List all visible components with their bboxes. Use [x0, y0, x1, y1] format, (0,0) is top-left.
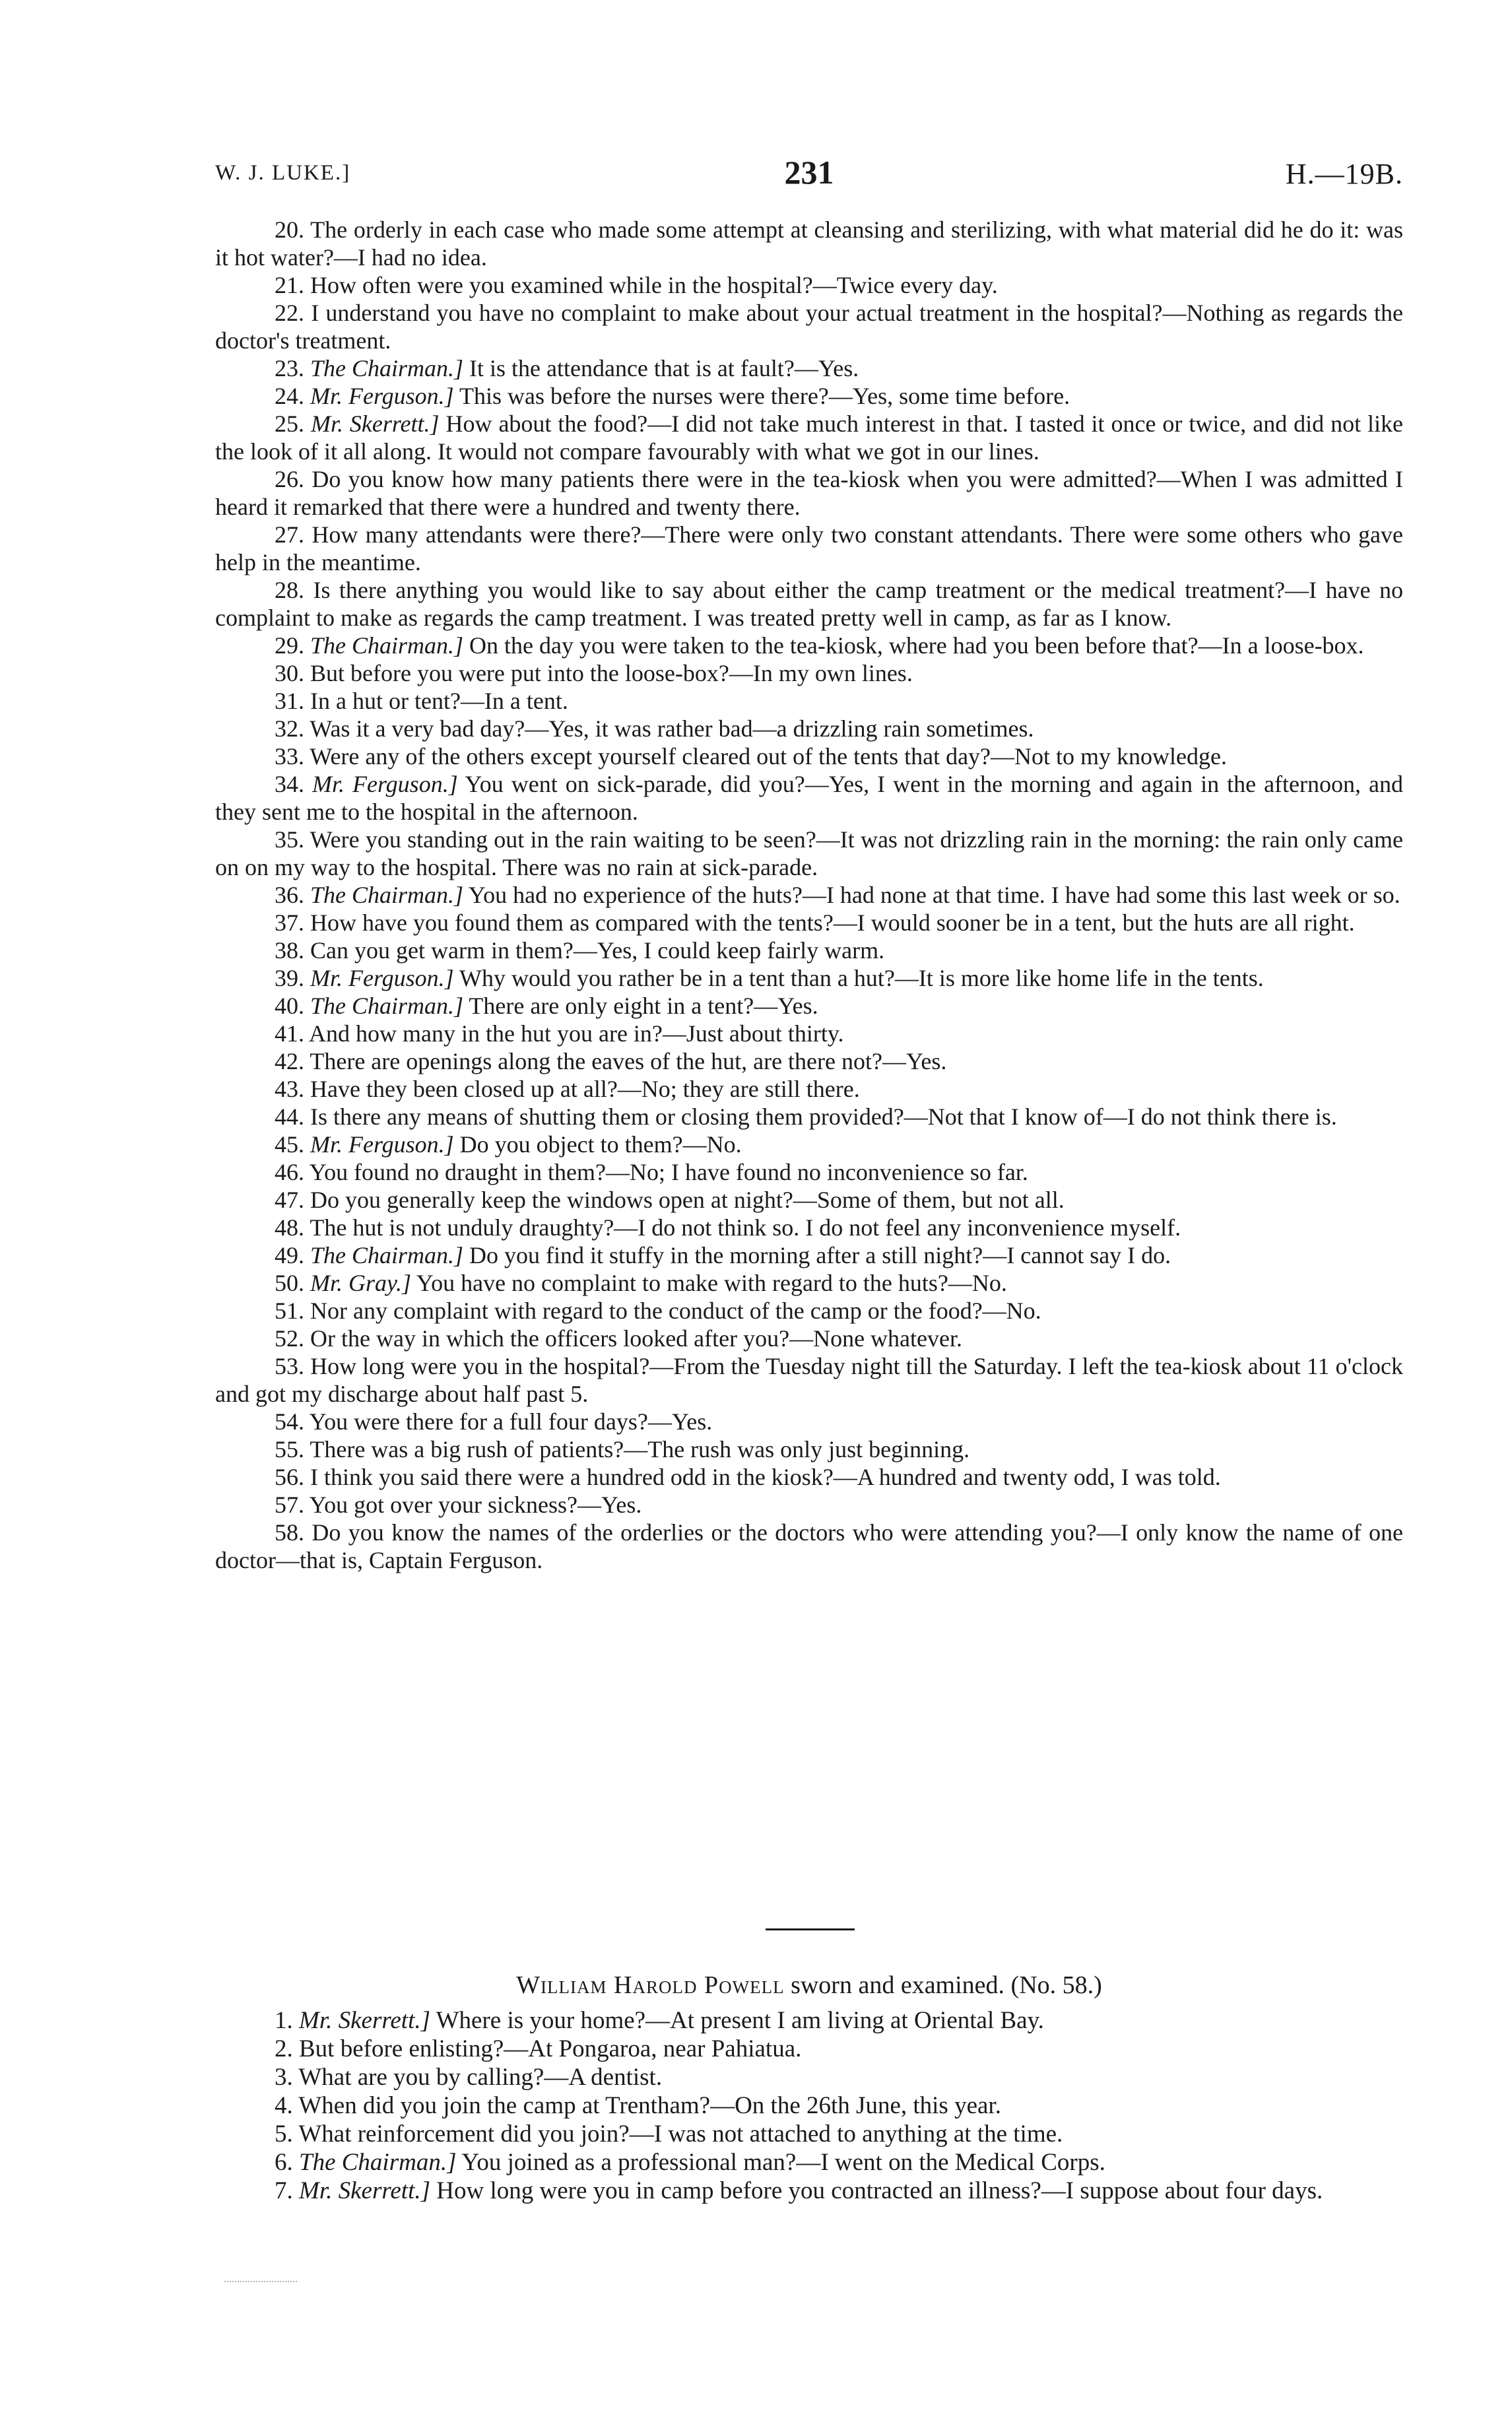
testimony-paragraph: [215, 1325, 1403, 1352]
speaker-label: Mr. Skerrett.]: [299, 2177, 431, 2204]
question-number: 25.: [275, 411, 304, 437]
question-number: 2.: [275, 2035, 293, 2062]
testimony-paragraph: [215, 1047, 1403, 1075]
witness-heading: [215, 1971, 1403, 2000]
question-number: 28.: [275, 577, 304, 603]
question-number: 44.: [275, 1103, 304, 1130]
question-number: 34.: [275, 771, 304, 797]
testimony-paragraph: [215, 2148, 1403, 2177]
question-number: 31.: [275, 688, 304, 714]
question-answer-text: Nor any complaint with regard to the conduct of the camp or the food?—No.: [310, 1298, 1041, 1324]
testimony-paragraph: [215, 2035, 1403, 2063]
speaker-label: Mr. Skerrett.]: [310, 411, 440, 437]
question-number: 48.: [275, 1214, 304, 1241]
question-answer-text: How have you found them as compared with the tents?—I would sooner be in a tent, but the huts are all right.: [310, 909, 1355, 936]
speaker-label: Mr. Ferguson.]: [310, 1131, 454, 1158]
testimony-paragraph: [215, 410, 1403, 465]
question-answer-text: There are openings along the eaves of the hut, are there not?—Yes.: [310, 1048, 947, 1074]
question-number: 55.: [275, 1436, 304, 1462]
question-number: 20.: [275, 216, 304, 243]
testimony-paragraph: [215, 1435, 1403, 1463]
question-number: 45.: [275, 1131, 304, 1158]
question-answer-text: You had no experience of the huts?—I had none at that time. I have had some this last week or so.: [468, 882, 1400, 908]
question-answer-text: Or the way in which the officers looked after you?—None whatever.: [310, 1325, 962, 1352]
question-answer-text: How about the food?—I did not take much interest in that. I tasted it once or twice, and did not like the look of it all along. It would not compare favourably with what we got in our lines.: [215, 411, 1404, 465]
question-number: 38.: [275, 937, 304, 964]
question-number: 47.: [275, 1187, 304, 1213]
question-answer-text: I understand you have no complaint to make about your actual treatment in the hospital?—Nothing as regards the doctor's treatment.: [215, 300, 1404, 354]
question-number: 29.: [275, 632, 304, 659]
section-divider: [766, 1928, 855, 1930]
testimony-paragraph: [215, 1131, 1403, 1158]
question-number: 24.: [275, 383, 304, 409]
question-number: 33.: [275, 743, 304, 770]
question-number: 39.: [275, 965, 304, 991]
testimony-paragraph: [215, 1352, 1403, 1408]
testimony-paragraph: [215, 1269, 1403, 1297]
question-answer-text: I think you said there were a hundred odd in the kiosk?—A hundred and twenty odd, I was told.: [310, 1464, 1221, 1490]
question-number: 52.: [275, 1325, 304, 1352]
speaker-label: The Chairman.]: [310, 993, 464, 1019]
question-answer-text: How long were you in camp before you contracted an illness?—I suppose about four days.: [436, 2177, 1323, 2204]
header-witness: W. J. LUKE.]: [215, 161, 351, 185]
speaker-label: Mr. Ferguson.]: [310, 965, 454, 991]
question-number: 42.: [275, 1048, 304, 1074]
speaker-label: The Chairman.]: [310, 355, 464, 381]
question-answer-text: There are only eight in a tent?—Yes.: [469, 993, 818, 1019]
testimony-paragraph: [215, 382, 1403, 410]
question-number: 57.: [275, 1492, 304, 1518]
question-number: 35.: [275, 826, 304, 853]
question-answer-text: But before you were put into the loose-box?—In my own lines.: [310, 660, 913, 686]
question-number: 4.: [275, 2092, 293, 2119]
page-header: [215, 153, 1403, 193]
question-number: 21.: [275, 272, 304, 298]
question-number: 51.: [275, 1298, 304, 1324]
question-number: 36.: [275, 882, 304, 908]
question-answer-text: When did you join the camp at Trentham?—On the 26th June, this year.: [298, 2092, 1001, 2119]
testimony-paragraph: [215, 2091, 1403, 2120]
question-answer-text: Is there any means of shutting them or closing them provided?—Not that I know of—I do not think there is.: [310, 1103, 1337, 1130]
question-answer-text: There was a big rush of patients?—The rush was only just beginning.: [310, 1436, 970, 1462]
question-number: 6.: [275, 2149, 293, 2176]
question-number: 49.: [275, 1242, 304, 1268]
question-number: 32.: [275, 715, 304, 742]
question-number: 58.: [275, 1519, 304, 1546]
question-number: 7.: [275, 2177, 293, 2204]
question-answer-text: You found no draught in them?—No; I have found no inconvenience so far.: [309, 1159, 1028, 1185]
question-answer-text: It is the attendance that is at fault?—Yes.: [469, 355, 859, 381]
testimony-paragraph: [215, 299, 1403, 354]
testimony-paragraph: [215, 1463, 1403, 1491]
question-number: 37.: [275, 909, 304, 936]
testimony-paragraph: [215, 770, 1403, 826]
testimony-paragraph: [215, 1103, 1403, 1131]
speaker-label: The Chairman.]: [310, 1242, 464, 1268]
question-number: 23.: [275, 355, 304, 381]
testimony-paragraph: [215, 881, 1403, 909]
question-answer-text: Were any of the others except yourself cleared out of the tents that day?—Not to my knowledge.: [310, 743, 1227, 770]
question-answer-text: The hut is not unduly draughty?—I do not think so. I do not feel any inconvenience myself.: [310, 1214, 1181, 1241]
question-number: 5.: [275, 2120, 293, 2148]
testimony-paragraph: [215, 271, 1403, 299]
question-number: 1.: [275, 2007, 293, 2034]
testimony-paragraph: [215, 909, 1403, 937]
speaker-label: Mr. Gray.]: [310, 1270, 412, 1296]
question-answer-text: Do you know how many patients there were in the tea-kiosk when you were admitted?—When I was admitted I heard it remarked that there were a hundred and twenty there.: [215, 466, 1403, 520]
question-answer-text: In a hut or tent?—In a tent.: [310, 688, 568, 714]
question-answer-text: On the day you were taken to the tea-kiosk, where had you been before that?—In a loose-box.: [469, 632, 1364, 659]
testimony-paragraph: [215, 687, 1403, 715]
question-answer-text: Do you know the names of the orderlies or the doctors who were attending you?—I only know the name of one doctor—that is, Captain Ferguson.: [215, 1519, 1403, 1573]
testimony-paragraph: [215, 1408, 1403, 1435]
question-answer-text: But before enlisting?—At Pongaroa, near Pahiatua.: [299, 2035, 802, 2062]
question-number: 41.: [275, 1020, 304, 1047]
question-answer-text: Do you object to them?—No.: [459, 1131, 742, 1158]
question-answer-text: This was before the nurses were there?—Yes, some time before.: [459, 383, 1070, 409]
question-number: 53.: [275, 1353, 304, 1379]
testimony-paragraph: [215, 1158, 1403, 1186]
speaker-label: Mr. Ferguson.]: [310, 383, 454, 409]
testimony-paragraph: [215, 964, 1403, 992]
question-number: 22.: [275, 300, 304, 326]
witness-heading-rest: sworn and examined. (No. 58.): [791, 1971, 1102, 1999]
testimony-paragraph: [215, 2063, 1403, 2091]
question-answer-text: You have no complaint to make with regard to the huts?—No.: [416, 1270, 1007, 1296]
witness-name: William Harold Powell: [516, 1971, 785, 1999]
testimony-paragraph: [215, 354, 1403, 382]
question-answer-text: What are you by calling?—A dentist.: [298, 2064, 663, 2091]
question-answer-text: What reinforcement did you join?—I was not attached to anything at the time.: [298, 2120, 1063, 2148]
question-number: 54.: [275, 1408, 304, 1435]
testimony-paragraph: [215, 715, 1403, 742]
luke-testimony: [215, 216, 1403, 1574]
speaker-label: Mr. Ferguson.]: [312, 771, 458, 797]
question-answer-text: You joined as a professional man?—I went on the Medical Corps.: [461, 2149, 1105, 2176]
question-number: 56.: [275, 1464, 304, 1490]
testimony-paragraph: [215, 1519, 1403, 1574]
testimony-paragraph: [215, 632, 1403, 659]
question-answer-text: Were you standing out in the rain waiting to be seen?—It was not drizzling rain in the morning: the rain only came on on my way to the hospital. There was no rain at sick-parade.: [215, 826, 1403, 880]
question-answer-text: How long were you in the hospital?—From the Tuesday night till the Saturday. I left the tea-kiosk about 11 o'clock and got my discharge about half past 5.: [215, 1353, 1403, 1407]
testimony-paragraph: [215, 216, 1403, 271]
question-answer-text: How often were you examined while in the hospital?—Twice every day.: [310, 272, 998, 298]
question-answer-text: Was it a very bad day?—Yes, it was rather bad—a drizzling rain sometimes.: [310, 715, 1034, 742]
testimony-paragraph: [215, 576, 1403, 632]
speaker-label: The Chairman.]: [310, 632, 464, 659]
question-number: 27.: [275, 521, 304, 548]
question-answer-text: And how many in the hut you are in?—Just about thirty.: [309, 1020, 844, 1047]
powell-testimony: [215, 2006, 1403, 2205]
testimony-paragraph: [215, 1241, 1403, 1269]
question-answer-text: Can you get warm in them?—Yes, I could keep fairly warm.: [310, 937, 885, 964]
testimony-paragraph: [215, 2120, 1403, 2148]
question-answer-text: Why would you rather be in a tent than a hut?—It is more like home life in the tents.: [459, 965, 1264, 991]
testimony-paragraph: [215, 937, 1403, 964]
speaker-label: Mr. Skerrett.]: [299, 2007, 431, 2034]
question-answer-text: Where is your home?—At present I am living at Oriental Bay.: [436, 2007, 1044, 2034]
document-reference: H.—19B.: [1285, 158, 1403, 190]
question-number: 3.: [275, 2064, 293, 2091]
testimony-paragraph: [215, 1186, 1403, 1214]
testimony-paragraph: [215, 2177, 1403, 2205]
speaker-label: The Chairman.]: [299, 2149, 457, 2176]
testimony-paragraph: [215, 521, 1403, 576]
testimony-paragraph: [215, 1214, 1403, 1241]
question-number: 50.: [275, 1270, 304, 1296]
testimony-paragraph: [215, 1491, 1403, 1519]
question-number: 46.: [275, 1159, 304, 1185]
question-answer-text: You got over your sickness?—Yes.: [309, 1492, 642, 1518]
question-answer-text: Do you find it stuffy in the morning after a still night?—I cannot say I do.: [469, 1242, 1171, 1268]
question-number: 40.: [275, 993, 304, 1019]
testimony-paragraph: [215, 2006, 1403, 2035]
testimony-paragraph: [215, 659, 1403, 687]
speaker-label: The Chairman.]: [310, 882, 464, 908]
question-number: 30.: [275, 660, 304, 686]
testimony-paragraph: [215, 992, 1403, 1020]
question-answer-text: You were there for a full four days?—Yes.: [309, 1408, 713, 1435]
footer-mark: [224, 2281, 297, 2282]
testimony-paragraph: [215, 465, 1403, 521]
question-answer-text: Do you generally keep the windows open at night?—Some of them, but not all.: [310, 1187, 1065, 1213]
question-answer-text: Have they been closed up at all?—No; they are still there.: [310, 1076, 860, 1102]
question-answer-text: How many attendants were there?—There were only two constant attendants. There were some others who gave help in the meantime.: [215, 521, 1403, 575]
testimony-paragraph: [215, 1297, 1403, 1325]
testimony-paragraph: [215, 1020, 1403, 1047]
testimony-paragraph: [215, 742, 1403, 770]
question-answer-text: The orderly in each case who made some attempt at cleansing and sterilizing, with what material did he do it: was it hot water?—I had no idea.: [215, 216, 1403, 271]
question-answer-text: You went on sick-parade, did you?—Yes, I went in the morning and again in the afternoon, and they sent me to the hospital in the afternoon.: [215, 771, 1404, 825]
question-number: 26.: [275, 466, 304, 492]
question-number: 43.: [275, 1076, 304, 1102]
question-answer-text: Is there anything you would like to say about either the camp treatment or the medical treatment?—I have no complaint to make as regards the camp treatment. I was treated pretty well in camp, as far as I know.: [215, 577, 1404, 631]
page-number: 231: [784, 154, 834, 191]
testimony-paragraph: [215, 826, 1403, 881]
testimony-paragraph: [215, 1075, 1403, 1103]
